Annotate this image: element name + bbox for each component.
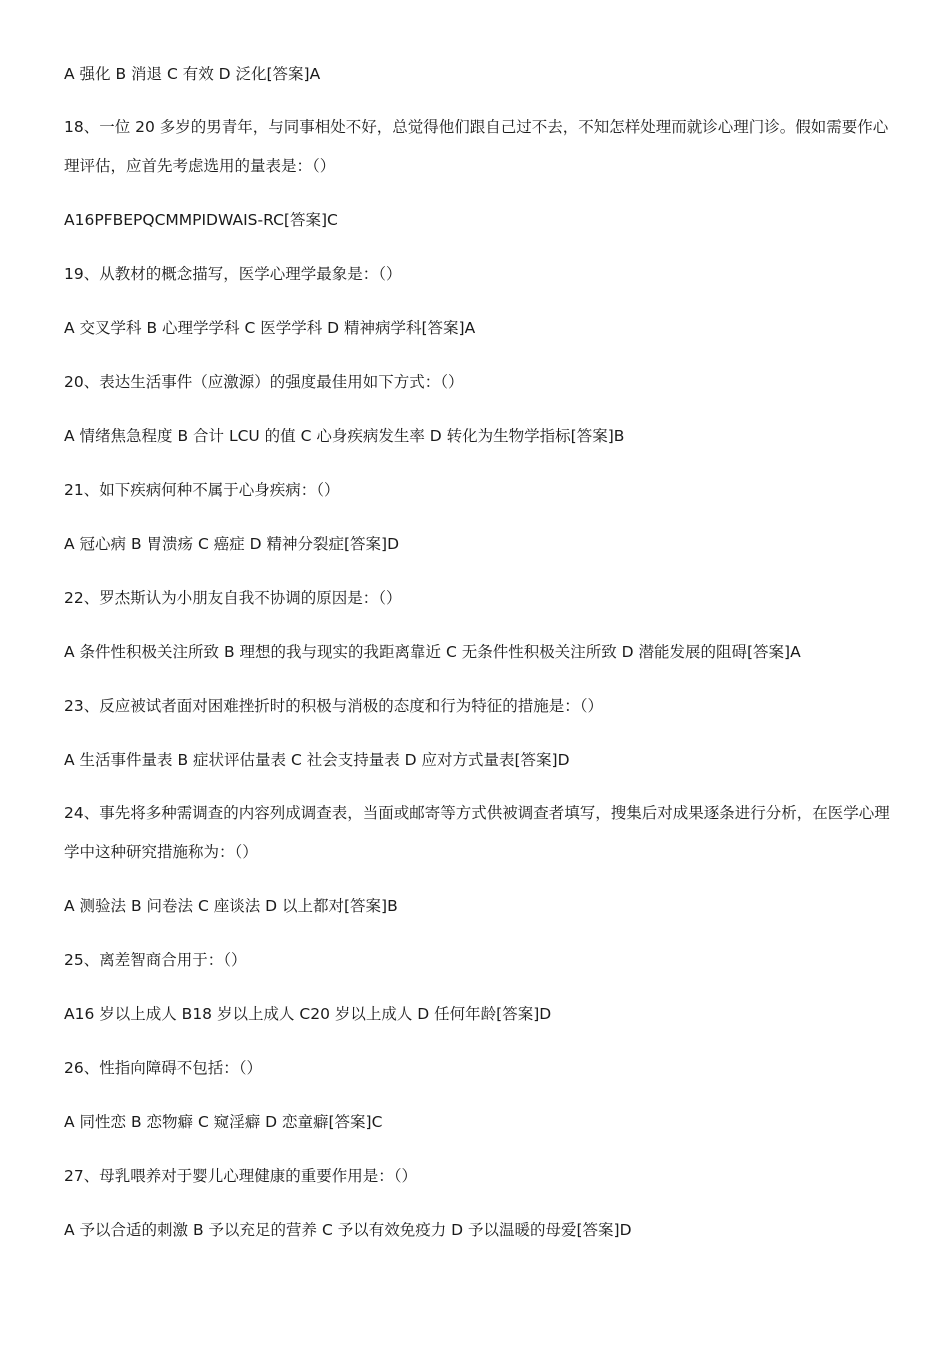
question-20: 20、表达生活事件（应激源）的强度最佳用如下方式：（）	[64, 373, 464, 391]
answer-line-22: A 条件性积极关注所致 B 理想的我与现实的我距离靠近 C 无条件性积极关注所致 D 潜能发展的阻碍[答案]A	[64, 643, 801, 661]
question-18: 18、一位 20 多岁的男青年，与同事相处不好，总觉得他们跟自己过不去，不知怎样处理而就诊心理门诊。假如需要作心理评估，应首先考虑选用的量表是：（）	[64, 118, 889, 175]
question-24: 24、事先将多种需调查的内容列成调查表，当面或邮寄等方式供被调查者填写，搜集后对成果逐条进行分析，在医学心理学中这种研究措施称为：（）	[64, 804, 890, 861]
answer-line-23: A 生活事件量表 B 症状评估量表 C 社会支持量表 D 应对方式量表[答案]D	[64, 751, 570, 769]
answer-line-19: A 交叉学科 B 心理学学科 C 医学学科 D 精神病学科[答案]A	[64, 319, 476, 337]
answer-line-24: A 测验法 B 问卷法 C 座谈法 D 以上都对[答案]B	[64, 897, 398, 915]
answer-line-26: A 同性恋 B 恋物癖 C 窥淫癖 D 恋童癖[答案]C	[64, 1113, 383, 1131]
answer-line-27: A 予以合适的刺激 B 予以充足的营养 C 予以有效免疫力 D 予以温暖的母爱[答案]D	[64, 1221, 632, 1239]
question-22: 22、罗杰斯认为小朋友自我不协调的原因是：（）	[64, 589, 402, 607]
question-19: 19、从教材的概念描写，医学心理学最象是：（）	[64, 265, 402, 283]
answer-line-18: A16PFBEPQCMMPIDWAIS-RC[答案]C	[64, 211, 338, 229]
answer-line-20: A 情绪焦急程度 B 合计 LCU 的值 C 心身疾病发生率 D 转化为生物学指标[答案]B	[64, 427, 625, 445]
question-21: 21、如下疾病何种不属于心身疾病：（）	[64, 481, 340, 499]
answer-line-25: A16 岁以上成人 B18 岁以上成人 C20 岁以上成人 D 任何年龄[答案]D	[64, 1005, 552, 1023]
question-25: 25、离差智商合用于：（）	[64, 951, 247, 969]
question-26: 26、性指向障碍不包括：（）	[64, 1059, 262, 1077]
question-23: 23、反应被试者面对困难挫折时的积极与消极的态度和行为特征的措施是：（）	[64, 697, 603, 715]
answer-line-21: A 冠心病 B 胃溃疡 C 癌症 D 精神分裂症[答案]D	[64, 535, 400, 553]
answer-line-17: A 强化 B 消退 C 有效 D 泛化[答案]A	[64, 65, 321, 83]
question-27: 27、母乳喂养对于婴儿心理健康的重要作用是：（）	[64, 1167, 417, 1185]
